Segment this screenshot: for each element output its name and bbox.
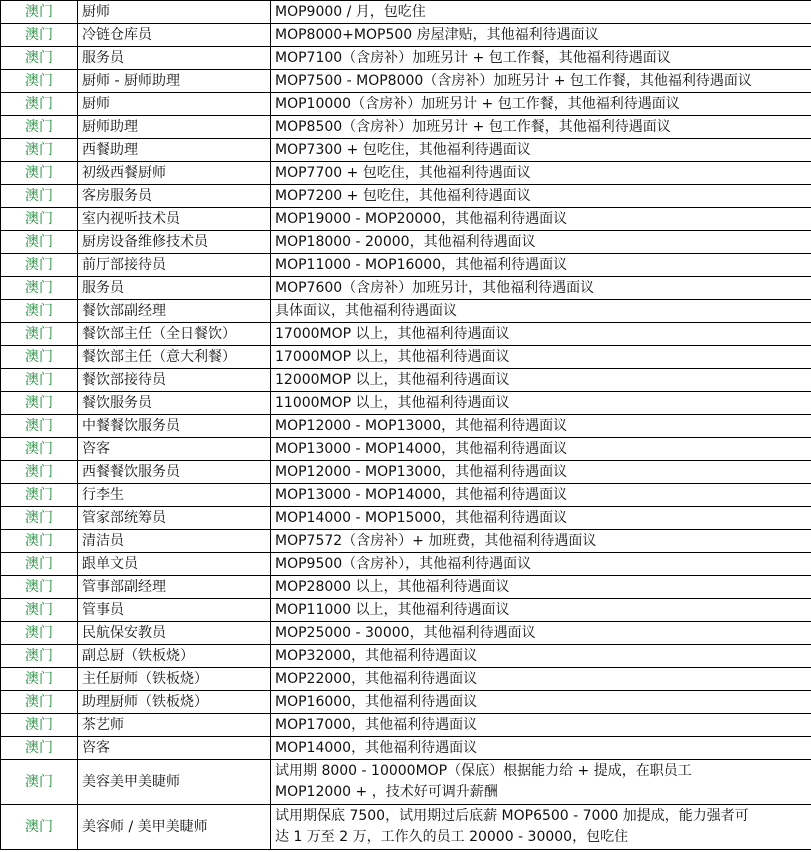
job-title-cell: 副总厨（铁板烧） xyxy=(78,645,271,668)
location-cell: 澳门 xyxy=(1,70,78,93)
salary-cell: 具体面议，其他福利待遇面议 xyxy=(271,300,811,323)
location-cell: 澳门 xyxy=(1,254,78,277)
table-row xyxy=(1,415,811,438)
job-title-cell: 主任厨师（铁板烧） xyxy=(78,668,271,691)
job-title-cell: 美容美甲美睫师 xyxy=(78,760,271,805)
table-row xyxy=(1,369,811,392)
salary-cell: MOP22000，其他福利待遇面议 xyxy=(271,668,811,691)
job-title-cell: 前厅部接待员 xyxy=(78,254,271,277)
table-row xyxy=(1,530,811,553)
salary-cell: MOP7572（含房补）+ 加班费，其他福利待遇面议 xyxy=(271,530,811,553)
location-cell: 澳门 xyxy=(1,208,78,231)
table-row xyxy=(1,231,811,254)
table-row xyxy=(1,622,811,645)
job-title-cell: 厨师助理 xyxy=(78,116,271,139)
salary-cell: MOP11000 - MOP16000，其他福利待遇面议 xyxy=(271,254,811,277)
table-row xyxy=(1,507,811,530)
job-title-cell: 餐饮服务员 xyxy=(78,392,271,415)
location-cell: 澳门 xyxy=(1,691,78,714)
table-row xyxy=(1,714,811,737)
salary-cell: MOP13000 - MOP14000，其他福利待遇面议 xyxy=(271,484,811,507)
salary-cell: MOP7300 + 包吃住，其他福利待遇面议 xyxy=(271,139,811,162)
location-cell: 澳门 xyxy=(1,576,78,599)
location-cell: 澳门 xyxy=(1,93,78,116)
job-title-cell: 餐饮部副经理 xyxy=(78,300,271,323)
table-row xyxy=(1,116,811,139)
location-cell: 澳门 xyxy=(1,24,78,47)
salary-cell: MOP14000 - MOP15000，其他福利待遇面议 xyxy=(271,507,811,530)
salary-cell: MOP12000 - MOP13000，其他福利待遇面议 xyxy=(271,461,811,484)
salary-line: 试用期保底 7500，试用期过后底薪 MOP6500 - 7000 加提成，能力强者可 xyxy=(275,808,749,824)
location-cell: 澳门 xyxy=(1,668,78,691)
job-title-cell: 美容师 / 美甲美睫师 xyxy=(78,805,271,850)
salary-cell: 17000MOP 以上，其他福利待遇面议 xyxy=(271,323,811,346)
location-cell: 澳门 xyxy=(1,116,78,139)
salary-cell: 12000MOP 以上，其他福利待遇面议 xyxy=(271,369,811,392)
location-cell: 澳门 xyxy=(1,47,78,70)
location-cell: 澳门 xyxy=(1,369,78,392)
job-title-cell: 茶艺师 xyxy=(78,714,271,737)
table-row xyxy=(1,645,811,668)
salary-cell: MOP9000 / 月，包吃住 xyxy=(271,1,811,24)
table-row xyxy=(1,346,811,369)
table-row xyxy=(1,254,811,277)
salary-cell: 11000MOP 以上，其他福利待遇面议 xyxy=(271,392,811,415)
job-title-cell: 中餐餐饮服务员 xyxy=(78,415,271,438)
salary-cell: MOP17000，其他福利待遇面议 xyxy=(271,714,811,737)
job-title-cell: 西餐餐饮服务员 xyxy=(78,461,271,484)
job-title-cell: 管事员 xyxy=(78,599,271,622)
salary-cell: MOP13000 - MOP14000，其他福利待遇面议 xyxy=(271,438,811,461)
table-row xyxy=(1,760,811,805)
salary-cell: 17000MOP 以上，其他福利待遇面议 xyxy=(271,346,811,369)
salary-cell: MOP12000 - MOP13000，其他福利待遇面议 xyxy=(271,415,811,438)
table-row xyxy=(1,576,811,599)
location-cell: 澳门 xyxy=(1,277,78,300)
job-title-cell: 初级西餐厨师 xyxy=(78,162,271,185)
job-title-cell: 厨房设备维修技术员 xyxy=(78,231,271,254)
job-title-cell: 管事部副经理 xyxy=(78,576,271,599)
salary-cell: MOP25000 - 30000，其他福利待遇面议 xyxy=(271,622,811,645)
table-row xyxy=(1,553,811,576)
salary-line: 试用期 8000 - 10000MOP（保底）根据能力给 + 提成，在职员工 xyxy=(275,763,692,779)
job-title-cell: 室内视听技术员 xyxy=(78,208,271,231)
location-cell: 澳门 xyxy=(1,805,78,850)
location-cell: 澳门 xyxy=(1,645,78,668)
salary-cell: MOP19000 - MOP20000，其他福利待遇面议 xyxy=(271,208,811,231)
job-title-cell: 冷链仓库员 xyxy=(78,24,271,47)
job-title-cell: 餐饮部主任（全日餐饮） xyxy=(78,323,271,346)
job-title-cell: 客房服务员 xyxy=(78,185,271,208)
table-row xyxy=(1,1,811,24)
location-cell: 澳门 xyxy=(1,185,78,208)
location-cell: 澳门 xyxy=(1,530,78,553)
location-cell: 澳门 xyxy=(1,599,78,622)
table-row xyxy=(1,461,811,484)
job-title-cell: 管家部统筹员 xyxy=(78,507,271,530)
table-row xyxy=(1,300,811,323)
table-row xyxy=(1,737,811,760)
job-title-cell: 厨师 xyxy=(78,1,271,24)
location-cell: 澳门 xyxy=(1,461,78,484)
table-row xyxy=(1,24,811,47)
table-row xyxy=(1,323,811,346)
job-title-cell: 咨客 xyxy=(78,737,271,760)
location-cell: 澳门 xyxy=(1,507,78,530)
location-cell: 澳门 xyxy=(1,346,78,369)
location-cell: 澳门 xyxy=(1,760,78,805)
job-title-cell: 跟单文员 xyxy=(78,553,271,576)
job-title-cell: 服务员 xyxy=(78,277,271,300)
location-cell: 澳门 xyxy=(1,139,78,162)
table-row xyxy=(1,392,811,415)
salary-cell: MOP7100（含房补）加班另计 + 包工作餐，其他福利待遇面议 xyxy=(271,47,811,70)
location-cell: 澳门 xyxy=(1,484,78,507)
salary-cell: MOP9500（含房补），其他福利待遇面议 xyxy=(271,553,811,576)
table-row xyxy=(1,668,811,691)
location-cell: 澳门 xyxy=(1,714,78,737)
salary-line: MOP12000 + ，技术好可调升薪酬 xyxy=(275,784,498,800)
location-cell: 澳门 xyxy=(1,415,78,438)
location-cell: 澳门 xyxy=(1,1,78,24)
job-title-cell: 西餐助理 xyxy=(78,139,271,162)
job-title-cell: 餐饮部主任（意大利餐） xyxy=(78,346,271,369)
job-title-cell: 厨师 xyxy=(78,93,271,116)
salary-cell: MOP32000，其他福利待遇面议 xyxy=(271,645,811,668)
salary-cell: MOP7600（含房补）加班另计，其他福利待遇面议 xyxy=(271,277,811,300)
salary-cell: MOP8500（含房补）加班另计 + 包工作餐，其他福利待遇面议 xyxy=(271,116,811,139)
salary-cell: MOP11000 以上，其他福利待遇面议 xyxy=(271,599,811,622)
salary-cell: MOP14000，其他福利待遇面议 xyxy=(271,737,811,760)
table-row xyxy=(1,438,811,461)
job-title-cell: 行李生 xyxy=(78,484,271,507)
table-row xyxy=(1,691,811,714)
job-title-cell: 厨师 - 厨师助理 xyxy=(78,70,271,93)
table-row xyxy=(1,93,811,116)
salary-cell: MOP7500 - MOP8000（含房补）加班另计 + 包工作餐，其他福利待遇面议 xyxy=(271,70,811,93)
salary-cell: MOP16000，其他福利待遇面议 xyxy=(271,691,811,714)
salary-cell: MOP28000 以上，其他福利待遇面议 xyxy=(271,576,811,599)
table-row xyxy=(1,185,811,208)
location-cell: 澳门 xyxy=(1,553,78,576)
table-row xyxy=(1,162,811,185)
table-row xyxy=(1,599,811,622)
job-title-cell: 餐饮部接待员 xyxy=(78,369,271,392)
salary-cell xyxy=(271,760,811,805)
location-cell: 澳门 xyxy=(1,300,78,323)
location-cell: 澳门 xyxy=(1,622,78,645)
salary-cell: MOP10000（含房补）加班另计 + 包工作餐，其他福利待遇面议 xyxy=(271,93,811,116)
salary-cell: MOP8000+MOP500 房屋津贴，其他福利待遇面议 xyxy=(271,24,811,47)
salary-cell xyxy=(271,805,811,850)
job-title-cell: 助理厨师（铁板烧） xyxy=(78,691,271,714)
salary-line: 达 1 万至 2 万，工作久的员工 20000 - 30000，包吃住 xyxy=(275,829,629,845)
table-row xyxy=(1,484,811,507)
table-row xyxy=(1,70,811,93)
job-title-cell: 民航保安教员 xyxy=(78,622,271,645)
location-cell: 澳门 xyxy=(1,737,78,760)
salary-cell: MOP18000 - 20000，其他福利待遇面议 xyxy=(271,231,811,254)
location-cell: 澳门 xyxy=(1,323,78,346)
location-cell: 澳门 xyxy=(1,162,78,185)
location-cell: 澳门 xyxy=(1,438,78,461)
table-row xyxy=(1,277,811,300)
salary-cell: MOP7700 + 包吃住，其他福利待遇面议 xyxy=(271,162,811,185)
table-row xyxy=(1,139,811,162)
job-title-cell: 服务员 xyxy=(78,47,271,70)
table-row xyxy=(1,805,811,850)
table-row xyxy=(1,47,811,70)
table-row xyxy=(1,208,811,231)
job-title-cell: 清洁员 xyxy=(78,530,271,553)
location-cell: 澳门 xyxy=(1,231,78,254)
job-title-cell: 咨客 xyxy=(78,438,271,461)
salary-cell: MOP7200 + 包吃住，其他福利待遇面议 xyxy=(271,185,811,208)
table-body xyxy=(1,1,811,850)
location-cell: 澳门 xyxy=(1,392,78,415)
